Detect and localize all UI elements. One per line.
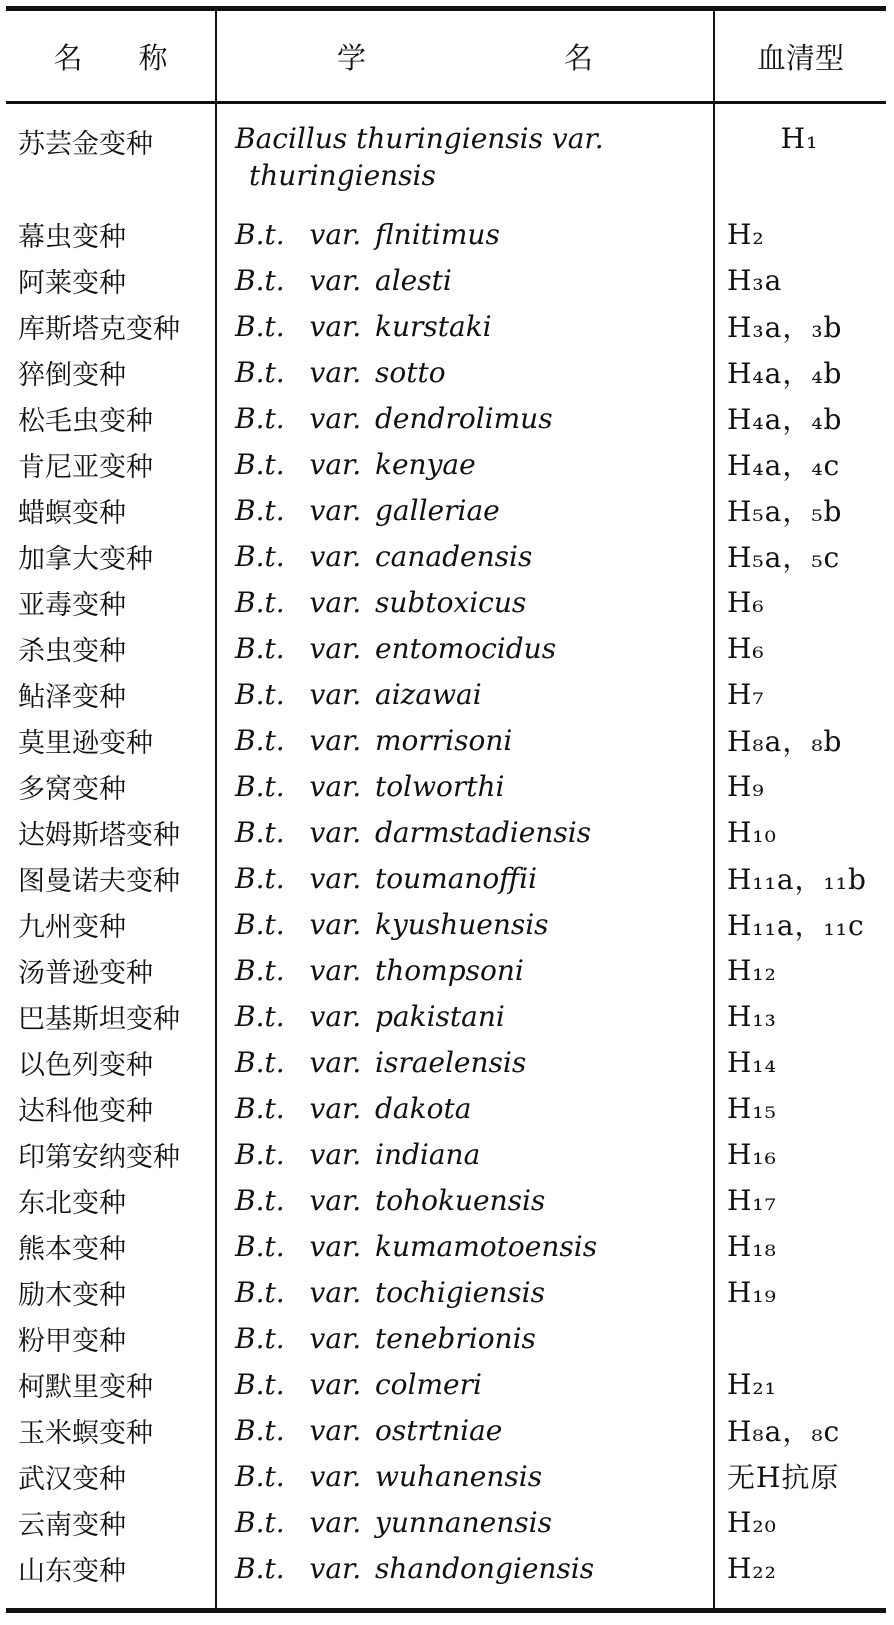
variety-name: 九州变种 — [18, 911, 126, 943]
variety-name: 达姆斯塔变种 — [18, 819, 180, 851]
scientific-name-line: Bacillus thuringiensis var. — [235, 122, 604, 155]
scientific-name-prefix: B.t. var. — [235, 769, 362, 803]
serotype: H₁₇ — [727, 1183, 777, 1217]
serotype: H₂₁ — [727, 1367, 777, 1401]
serotype: H₁₂ — [727, 953, 777, 987]
table-row — [6, 1453, 886, 1499]
serotype: H₆ — [727, 631, 765, 665]
scientific-name — [215, 402, 713, 435]
scientific-name-epithet: tochigiensis — [375, 1275, 545, 1309]
scientific-name — [215, 540, 713, 573]
variety-name: 苏芸金变种 — [18, 129, 153, 160]
scientific-name-epithet: morrisoni — [375, 723, 513, 757]
header-name — [6, 11, 215, 101]
scientific-name-epithet: colmeri — [375, 1367, 482, 1401]
scientific-name — [215, 1414, 713, 1447]
scientific-name — [215, 1138, 713, 1171]
scientific-name-epithet: kumamotoensis — [375, 1229, 598, 1263]
scientific-name-prefix: B.t. var. — [235, 309, 362, 343]
table-row — [6, 1407, 886, 1453]
variety-name: 多窝变种 — [18, 773, 126, 805]
table-row — [6, 1315, 886, 1361]
scientific-name-prefix: B.t. var. — [235, 355, 362, 389]
bt-variety-table — [6, 6, 886, 1616]
scientific-name-epithet: galleriae — [375, 493, 500, 527]
table-row — [6, 211, 886, 257]
variety-name: 猝倒变种 — [18, 359, 126, 391]
scientific-name — [215, 310, 713, 343]
scientific-name-prefix: B.t. var. — [235, 1459, 362, 1493]
serotype: H₄a，₄b — [727, 403, 843, 436]
scientific-name-prefix: B.t. var. — [235, 631, 362, 665]
variety-name: 杀虫变种 — [18, 635, 126, 667]
scientific-name-epithet: thompsoni — [375, 953, 524, 987]
serotype: H₄a，₄c — [727, 449, 841, 482]
scientific-name-epithet: flnitimus — [375, 217, 500, 251]
scientific-name-prefix: B.t. var. — [235, 953, 362, 987]
variety-name: 莫里逊变种 — [18, 727, 153, 759]
variety-name: 阿莱变种 — [18, 267, 126, 299]
scientific-name-prefix: B.t. var. — [235, 585, 362, 619]
scientific-name-prefix: B.t. var. — [235, 1137, 362, 1171]
scientific-name-epithet: dendrolimus — [375, 401, 553, 435]
scientific-name-prefix: B.t. var. — [235, 1183, 362, 1217]
serotype: H₃a — [727, 263, 783, 297]
serotype: H₁₄ — [727, 1045, 777, 1079]
table-row — [6, 303, 886, 349]
scientific-name — [215, 770, 713, 803]
table-body — [6, 118, 886, 1591]
scientific-name — [215, 118, 713, 192]
scientific-name-prefix: B.t. var. — [235, 815, 362, 849]
variety-name: 加拿大变种 — [18, 543, 153, 575]
table-row — [6, 671, 886, 717]
scientific-name-prefix: B.t. var. — [235, 1367, 362, 1401]
scientific-name-epithet: subtoxicus — [375, 585, 527, 619]
bottom-rule — [6, 1608, 886, 1613]
scientific-name-prefix: B.t. var. — [235, 723, 362, 757]
variety-name: 松毛虫变种 — [18, 405, 153, 437]
scientific-name — [215, 678, 713, 711]
table-row — [6, 1499, 886, 1545]
variety-name: 亚毒变种 — [18, 589, 126, 621]
scientific-name-epithet: alesti — [375, 263, 452, 297]
scientific-name-epithet: wuhanensis — [375, 1459, 543, 1493]
scientific-name — [215, 218, 713, 251]
scientific-name-prefix: B.t. var. — [235, 999, 362, 1033]
variety-name: 肯尼亚变种 — [18, 451, 153, 483]
serotype: H₁₀ — [727, 815, 777, 849]
serotype: H₁ — [780, 122, 819, 155]
serotype: H₁₁a，₁₁b — [727, 863, 867, 896]
scientific-name-epithet: ostrtniae — [375, 1413, 503, 1447]
table-row — [6, 809, 886, 855]
table-row — [6, 1361, 886, 1407]
table-row — [6, 625, 886, 671]
serotype: H₅a，₅b — [727, 495, 843, 528]
scientific-name — [215, 1460, 713, 1493]
serotype: H₁₆ — [727, 1137, 777, 1171]
scientific-name — [215, 1276, 713, 1309]
header-name-char: 称 — [138, 40, 168, 75]
variety-name: 汤普逊变种 — [18, 957, 153, 989]
scientific-name-prefix: B.t. var. — [235, 1321, 362, 1355]
scientific-name-prefix: B.t. var. — [235, 1413, 362, 1447]
variety-name: 印第安纳变种 — [18, 1141, 180, 1173]
variety-name: 幕虫变种 — [18, 221, 126, 253]
table-row — [6, 118, 886, 211]
variety-name: 以色列变种 — [18, 1049, 153, 1081]
variety-name: 武汉变种 — [18, 1463, 126, 1495]
table-row — [6, 487, 886, 533]
scientific-name-prefix: B.t. var. — [235, 263, 362, 297]
serotype: H₁₈ — [727, 1229, 777, 1263]
scientific-name-epithet: kyushuensis — [375, 907, 549, 941]
serotype: H₂₀ — [727, 1505, 777, 1539]
scientific-name-epithet: tenebrionis — [375, 1321, 536, 1355]
scientific-name-epithet: indiana — [375, 1137, 481, 1171]
scientific-name-prefix: B.t. var. — [235, 861, 362, 895]
header-name-char: 名 — [53, 40, 83, 75]
serotype: H₈a，₈c — [727, 1415, 841, 1448]
table-row — [6, 441, 886, 487]
scientific-name — [215, 908, 713, 941]
table-row — [6, 257, 886, 303]
scientific-name — [215, 1506, 713, 1539]
scientific-name-epithet: israelensis — [375, 1045, 527, 1079]
scientific-name-epithet: entomocidus — [375, 631, 557, 665]
variety-name: 山东变种 — [18, 1555, 126, 1587]
scientific-name — [215, 954, 713, 987]
header-serotype: 血清型 — [756, 40, 844, 75]
table-row — [6, 533, 886, 579]
scientific-name — [215, 1552, 713, 1585]
variety-name: 巴基斯坦变种 — [18, 1003, 180, 1035]
table-row — [6, 763, 886, 809]
scientific-name-epithet: dakota — [375, 1091, 472, 1125]
scientific-name-line: thuringiensis — [249, 159, 436, 192]
table-row — [6, 993, 886, 1039]
scientific-name — [215, 494, 713, 527]
serotype: H₃a，₃b — [727, 311, 843, 344]
scientific-name — [215, 448, 713, 481]
scientific-name — [215, 632, 713, 665]
serotype: H₉ — [727, 769, 765, 803]
header-sci-char: 学 — [337, 40, 367, 75]
table-row — [6, 349, 886, 395]
scientific-name-epithet: sotto — [375, 355, 446, 389]
scientific-name — [215, 1230, 713, 1263]
scientific-name — [215, 1322, 713, 1355]
header-rule — [6, 101, 886, 104]
serotype: H₄a，₄b — [727, 357, 843, 390]
variety-name: 达科他变种 — [18, 1095, 153, 1127]
scientific-name-prefix: B.t. var. — [235, 401, 362, 435]
table-row — [6, 1085, 886, 1131]
scientific-name-epithet: darmstadiensis — [375, 815, 592, 849]
serotype: H₆ — [727, 585, 765, 619]
scientific-name-prefix: B.t. var. — [235, 1505, 362, 1539]
scientific-name — [215, 586, 713, 619]
table-row — [6, 395, 886, 441]
scientific-name-prefix: B.t. var. — [235, 907, 362, 941]
scientific-name-epithet: aizawai — [375, 677, 482, 711]
scientific-name-prefix: B.t. var. — [235, 1229, 362, 1263]
scientific-name-epithet: yunnanensis — [375, 1505, 552, 1539]
scientific-name-epithet: toumanoffii — [375, 861, 538, 895]
scientific-name-prefix: B.t. var. — [235, 217, 362, 251]
scientific-name-epithet: canadensis — [375, 539, 533, 573]
variety-name: 柯默里变种 — [18, 1371, 153, 1403]
variety-name: 玉米螟变种 — [18, 1417, 153, 1449]
scientific-name-epithet: shandongiensis — [375, 1551, 595, 1585]
variety-name: 库斯塔克变种 — [18, 313, 180, 345]
serotype: H₂ — [727, 217, 765, 251]
scientific-name — [215, 264, 713, 297]
serotype: H₁₅ — [727, 1091, 777, 1125]
scientific-name — [215, 356, 713, 389]
scientific-name-epithet: kurstaki — [375, 309, 492, 343]
serotype: H₈a，₈b — [727, 725, 843, 758]
serotype: H₁₁a，₁₁c — [727, 909, 865, 942]
table-row — [6, 1223, 886, 1269]
serotype: H₁₃ — [727, 999, 777, 1033]
variety-name: 熊本变种 — [18, 1233, 126, 1265]
scientific-name-prefix: B.t. var. — [235, 539, 362, 573]
scientific-name-epithet: kenyae — [375, 447, 476, 481]
scientific-name-prefix: B.t. var. — [235, 1045, 362, 1079]
scientific-name-prefix: B.t. var. — [235, 677, 362, 711]
scientific-name — [215, 816, 713, 849]
variety-name: 图曼诺夫变种 — [18, 865, 180, 897]
variety-name: 东北变种 — [18, 1187, 126, 1219]
scientific-name-prefix: B.t. var. — [235, 493, 362, 527]
table-row — [6, 901, 886, 947]
table-row — [6, 1131, 886, 1177]
variety-name: 蜡螟变种 — [18, 497, 126, 529]
table-row — [6, 1039, 886, 1085]
table-row — [6, 579, 886, 625]
scientific-name — [215, 1092, 713, 1125]
serotype: H₇ — [727, 677, 765, 711]
scientific-name-epithet: tohokuensis — [375, 1183, 546, 1217]
table-row — [6, 947, 886, 993]
scientific-name-prefix: B.t. var. — [235, 1275, 362, 1309]
table-row — [6, 855, 886, 901]
scientific-name-prefix: B.t. var. — [235, 1091, 362, 1125]
scientific-name — [215, 1368, 713, 1401]
scientific-name — [215, 862, 713, 895]
scientific-name-epithet: pakistani — [375, 999, 505, 1033]
variety-name: 云南变种 — [18, 1509, 126, 1541]
scientific-name — [215, 724, 713, 757]
scientific-name-epithet: tolworthi — [375, 769, 505, 803]
table-row — [6, 1545, 886, 1591]
header-scientific-name — [217, 11, 713, 101]
scientific-name-prefix: B.t. var. — [235, 447, 362, 481]
serotype: H₅a，₅c — [727, 541, 841, 574]
header-sci-char: 名 — [563, 40, 593, 75]
variety-name: 鲇泽变种 — [18, 681, 126, 713]
table-row — [6, 1177, 886, 1223]
scientific-name — [215, 1000, 713, 1033]
serotype: H₂₂ — [727, 1551, 777, 1585]
table-row — [6, 717, 886, 763]
table-row — [6, 1269, 886, 1315]
variety-name: 励木变种 — [18, 1279, 126, 1311]
scientific-name-prefix: B.t. var. — [235, 1551, 362, 1585]
variety-name: 粉甲变种 — [18, 1325, 126, 1357]
serotype: H₁₉ — [727, 1275, 777, 1309]
serotype: 无H抗原 — [727, 1461, 840, 1494]
scientific-name — [215, 1046, 713, 1079]
scientific-name — [215, 1184, 713, 1217]
